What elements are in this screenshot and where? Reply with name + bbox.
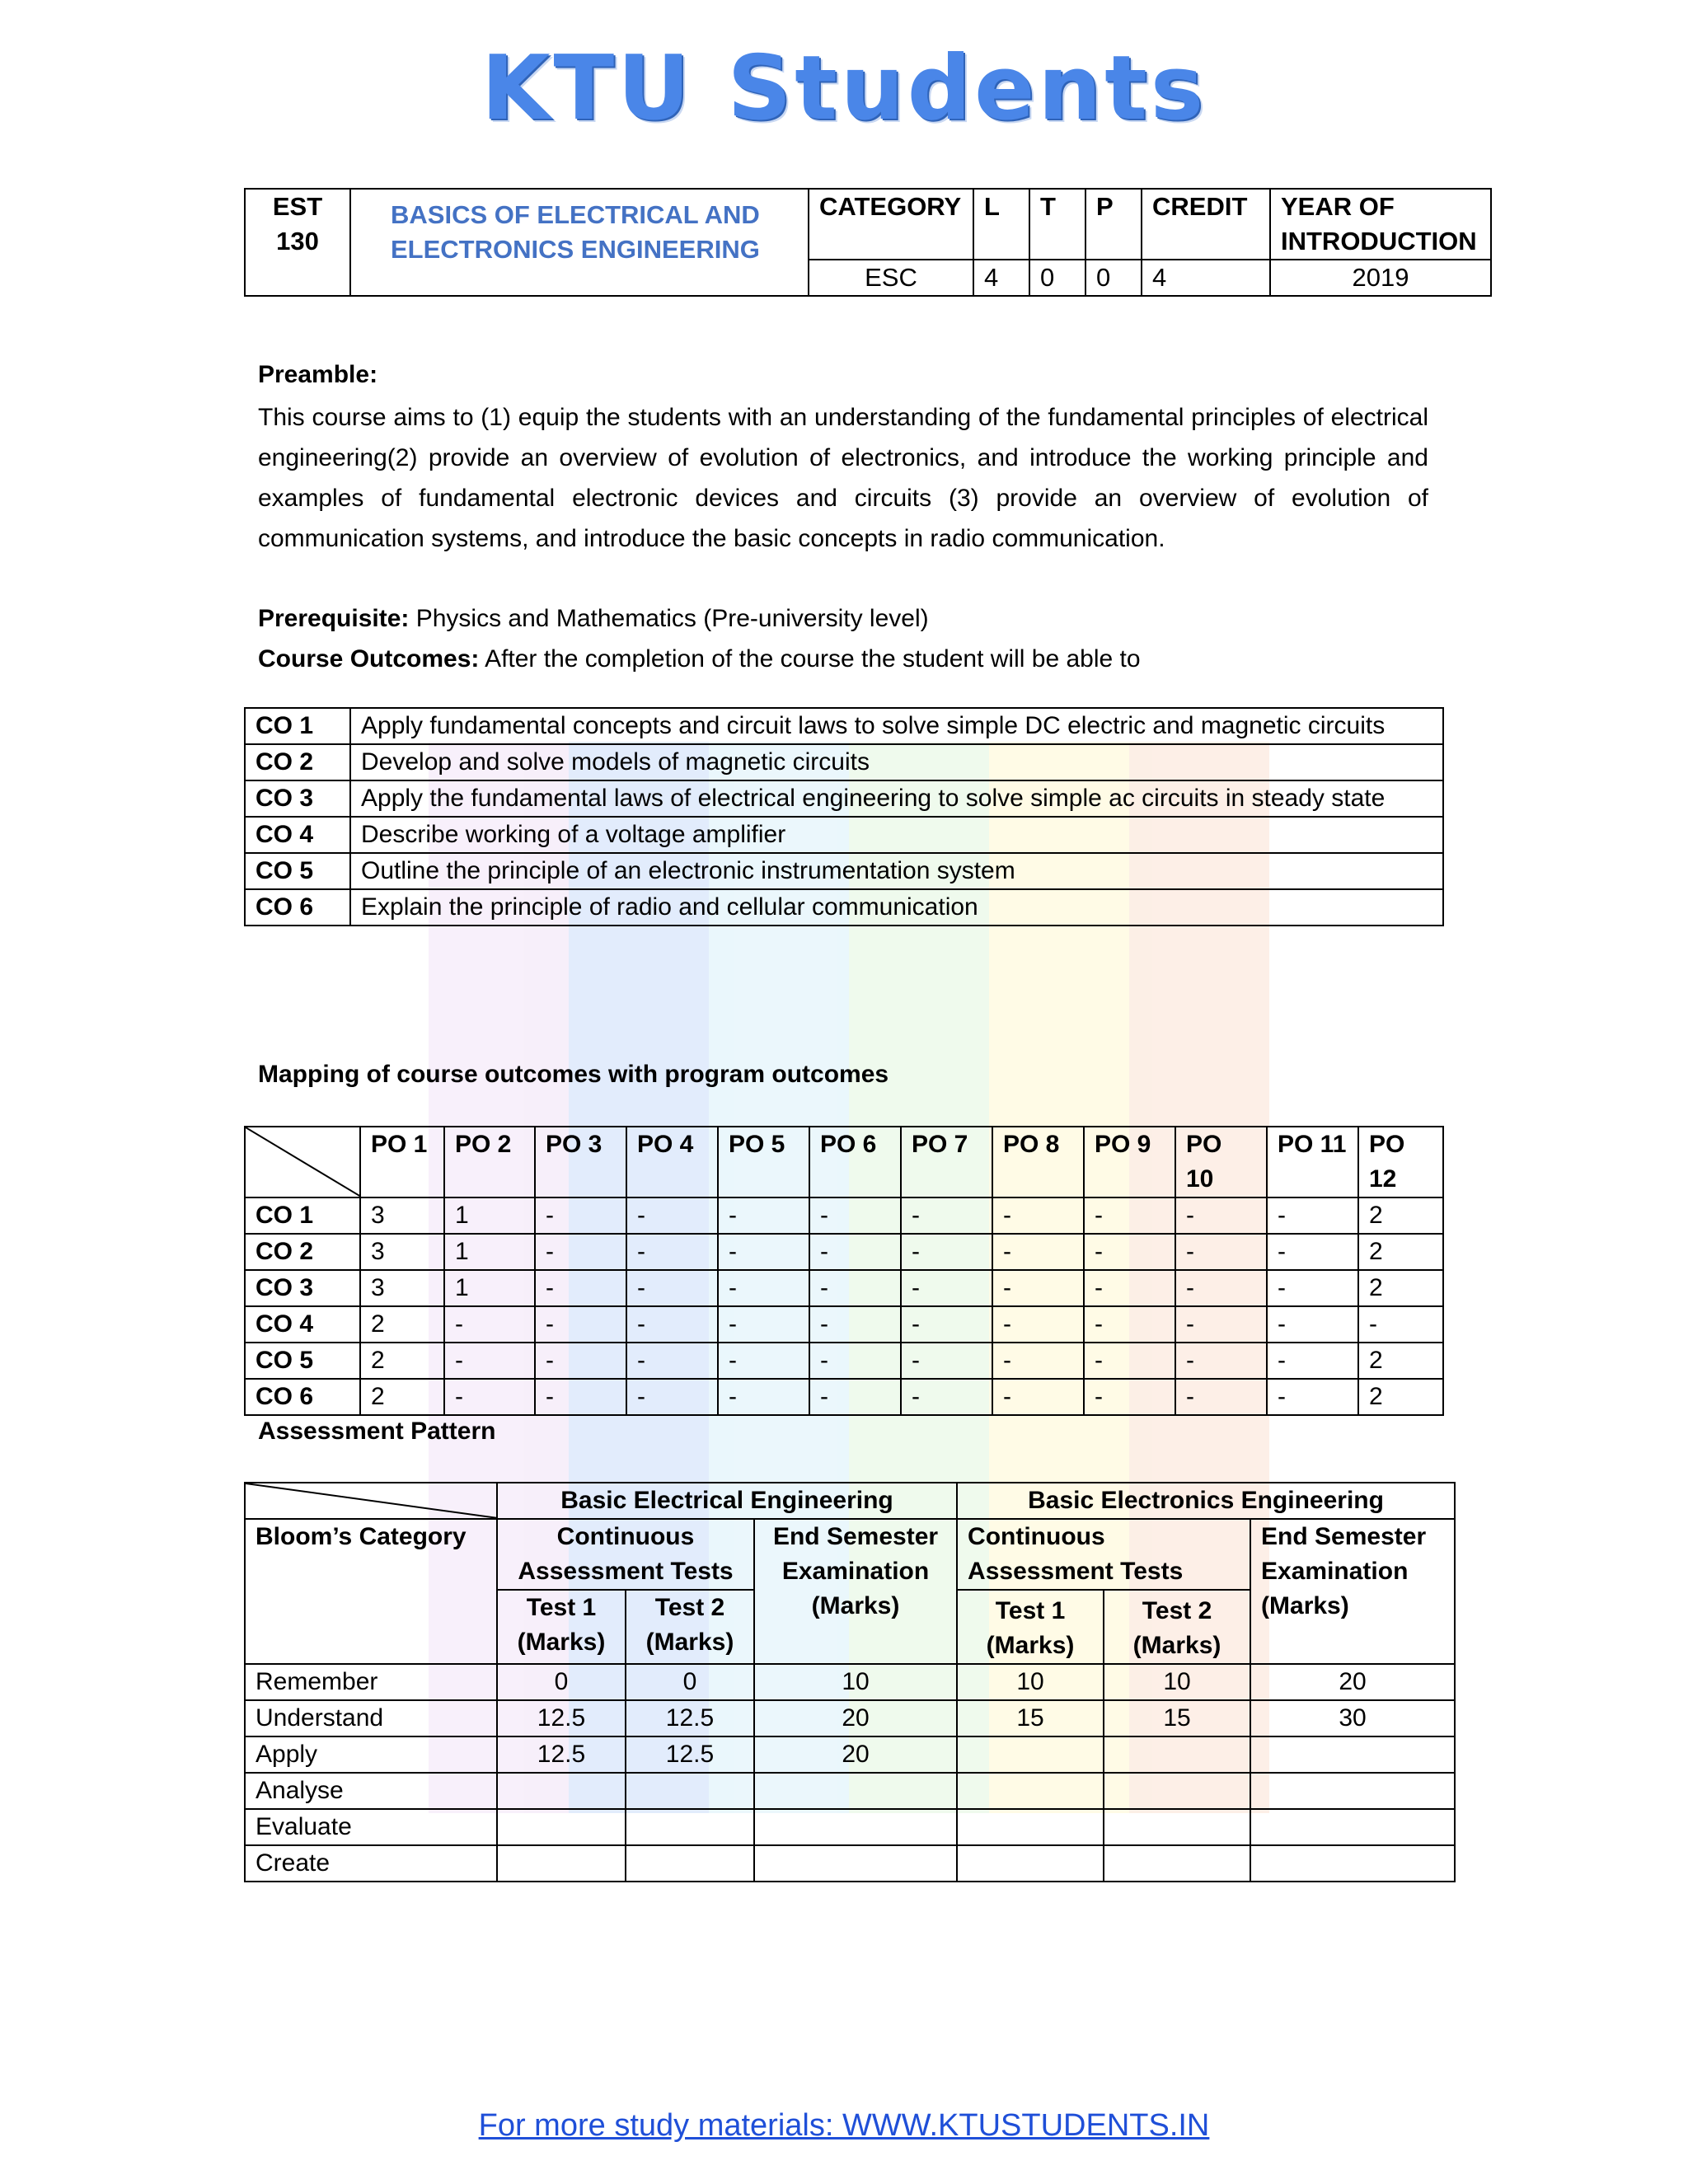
mapping-cell: 2 bbox=[1358, 1197, 1443, 1234]
mapping-cell: - bbox=[1175, 1234, 1267, 1270]
l-value: 4 bbox=[973, 260, 1029, 296]
course-outcome-id: CO 5 bbox=[245, 853, 350, 889]
electrical-cat-header: Continuous Assessment Tests bbox=[497, 1519, 754, 1590]
assessment-cell: 0 bbox=[497, 1664, 626, 1700]
assessment-cell bbox=[497, 1773, 626, 1809]
mapping-cell: - bbox=[1267, 1379, 1358, 1415]
blooms-category-header: Bloom’s Category bbox=[245, 1519, 497, 1664]
assessment-cell bbox=[626, 1773, 754, 1809]
prerequisite-text: Physics and Mathematics (Pre-university level) bbox=[409, 605, 929, 632]
mapping-cell: - bbox=[901, 1379, 992, 1415]
mapping-cell: - bbox=[535, 1197, 626, 1234]
po-column-header: PO 11 bbox=[1267, 1127, 1358, 1197]
mapping-heading: Mapping of course outcomes with program outcomes bbox=[258, 1061, 889, 1088]
assessment-cell: 20 bbox=[754, 1700, 957, 1736]
po-column-header: PO 12 bbox=[1358, 1127, 1443, 1197]
mapping-row bbox=[245, 1197, 1443, 1234]
credit-value: 4 bbox=[1142, 260, 1270, 296]
mapping-cell: - bbox=[809, 1197, 901, 1234]
assessment-cell bbox=[754, 1773, 957, 1809]
assessment-row bbox=[245, 1809, 1455, 1845]
electrical-group-header: Basic Electrical Engineering bbox=[497, 1483, 957, 1519]
mapping-cell: 3 bbox=[360, 1197, 444, 1234]
course-outcome-row bbox=[245, 889, 1443, 926]
assessment-cell: 12.5 bbox=[497, 1736, 626, 1773]
assessment-cell bbox=[497, 1845, 626, 1882]
l-header: L bbox=[973, 189, 1029, 260]
blooms-category-label: Apply bbox=[245, 1736, 497, 1773]
mapping-row bbox=[245, 1306, 1443, 1343]
course-outcome-row bbox=[245, 817, 1443, 853]
assessment-cell: 20 bbox=[1250, 1664, 1455, 1700]
assessment-cell bbox=[1104, 1773, 1250, 1809]
mapping-cell: - bbox=[809, 1306, 901, 1343]
course-outcome-id: CO 4 bbox=[245, 817, 350, 853]
course-outcomes-intro-text: After the completion of the course the student will be able to bbox=[479, 645, 1141, 673]
assessment-cell: 12.5 bbox=[626, 1736, 754, 1773]
mapping-cell: - bbox=[901, 1343, 992, 1379]
footer-link[interactable]: For more study materials: WWW.KTUSTUDENTS.IN bbox=[478, 2108, 1210, 2143]
assessment-cell bbox=[1250, 1773, 1455, 1809]
course-outcome-id: CO 1 bbox=[245, 708, 350, 744]
course-code: EST 130 bbox=[245, 189, 350, 296]
mapping-cell: - bbox=[535, 1234, 626, 1270]
mapping-cell: - bbox=[809, 1379, 901, 1415]
assessment-cell bbox=[957, 1809, 1104, 1845]
mapping-cell: 2 bbox=[360, 1343, 444, 1379]
mapping-cell: - bbox=[1267, 1234, 1358, 1270]
p-value: 0 bbox=[1085, 260, 1142, 296]
mapping-co-label: CO 1 bbox=[245, 1197, 360, 1234]
mapping-cell: - bbox=[1084, 1343, 1175, 1379]
assessment-cell: 10 bbox=[1104, 1664, 1250, 1700]
assessment-cell: 15 bbox=[957, 1700, 1104, 1736]
course-outcome-id: CO 6 bbox=[245, 889, 350, 926]
mapping-cell: - bbox=[718, 1270, 809, 1306]
assessment-cell: 12.5 bbox=[626, 1700, 754, 1736]
diagonal-line bbox=[246, 1127, 361, 1197]
mapping-co-label: CO 4 bbox=[245, 1306, 360, 1343]
po-column-header: PO 7 bbox=[901, 1127, 992, 1197]
mapping-cell: - bbox=[1267, 1306, 1358, 1343]
category-value: ESC bbox=[809, 260, 973, 296]
assessment-cell bbox=[1104, 1809, 1250, 1845]
assessment-cell bbox=[957, 1736, 1104, 1773]
mapping-cell: 2 bbox=[1358, 1234, 1443, 1270]
mapping-cell: 1 bbox=[444, 1270, 535, 1306]
course-outcomes-intro bbox=[258, 639, 1428, 679]
mapping-cell: - bbox=[444, 1306, 535, 1343]
mapping-cell: - bbox=[444, 1379, 535, 1415]
electrical-end-sem-header: End Semester Examination (Marks) bbox=[754, 1519, 957, 1664]
mapping-row bbox=[245, 1379, 1443, 1415]
mapping-row bbox=[245, 1270, 1443, 1306]
course-outcome-text: Outline the principle of an electronic instrumentation system bbox=[350, 853, 1443, 889]
assessment-cell bbox=[1250, 1736, 1455, 1773]
mapping-cell: - bbox=[809, 1234, 901, 1270]
assessment-pattern-table bbox=[244, 1482, 1456, 1882]
mapping-cell: - bbox=[535, 1343, 626, 1379]
mapping-cell: - bbox=[626, 1270, 718, 1306]
course-title: BASICS OF ELECTRICAL AND ELECTRONICS ENGINEERING bbox=[350, 189, 809, 296]
mapping-cell: 2 bbox=[360, 1379, 444, 1415]
mapping-cell: 2 bbox=[1358, 1379, 1443, 1415]
mapping-cell: - bbox=[1267, 1197, 1358, 1234]
assessment-row bbox=[245, 1845, 1455, 1882]
mapping-cell: - bbox=[535, 1270, 626, 1306]
electronics-test2-header: Test 2 (Marks) bbox=[1104, 1590, 1250, 1664]
assessment-cell: 15 bbox=[1104, 1700, 1250, 1736]
mapping-row bbox=[245, 1343, 1443, 1379]
assessment-corner-cell bbox=[245, 1483, 497, 1519]
mapping-cell: - bbox=[626, 1306, 718, 1343]
assessment-cell bbox=[497, 1809, 626, 1845]
mapping-cell: - bbox=[626, 1197, 718, 1234]
mapping-cell: - bbox=[1175, 1270, 1267, 1306]
preamble-heading: Preamble: bbox=[258, 361, 378, 388]
mapping-cell: - bbox=[626, 1343, 718, 1379]
mapping-cell: - bbox=[901, 1306, 992, 1343]
assessment-cell: 10 bbox=[957, 1664, 1104, 1700]
assessment-cell bbox=[754, 1809, 957, 1845]
prerequisite bbox=[258, 598, 1428, 639]
po-column-header: PO 2 bbox=[444, 1127, 535, 1197]
mapping-cell: - bbox=[992, 1270, 1084, 1306]
preamble-text: This course aims to (1) equip the students with an understanding of the fundamental principles of electrical engineering(2) provide an overview of evolution of electronics, and introduce the working principle and examples of fundamental electronic devices and circuits (3) provide an overview of evolution of communication systems, and introduce the basic concepts in radio communication. bbox=[258, 404, 1428, 552]
blooms-category-label: Create bbox=[245, 1845, 497, 1882]
mapping-cell: - bbox=[901, 1197, 992, 1234]
mapping-cell: - bbox=[1084, 1270, 1175, 1306]
assessment-row bbox=[245, 1773, 1455, 1809]
electronics-cat-header: Continuous Assessment Tests bbox=[957, 1519, 1250, 1590]
mapping-cell: - bbox=[444, 1343, 535, 1379]
assessment-cell bbox=[1250, 1809, 1455, 1845]
blooms-category-label: Understand bbox=[245, 1700, 497, 1736]
electronics-group-header: Basic Electronics Engineering bbox=[957, 1483, 1455, 1519]
assessment-row bbox=[245, 1736, 1455, 1773]
mapping-cell: 2 bbox=[360, 1306, 444, 1343]
credit-header: CREDIT bbox=[1142, 189, 1270, 260]
course-outcomes-table bbox=[244, 707, 1444, 926]
course-outcome-row bbox=[245, 853, 1443, 889]
blooms-category-label: Analyse bbox=[245, 1773, 497, 1809]
mapping-cell: - bbox=[809, 1343, 901, 1379]
course-outcome-id: CO 3 bbox=[245, 780, 350, 817]
assessment-cell bbox=[626, 1845, 754, 1882]
mapping-cell: - bbox=[809, 1270, 901, 1306]
mapping-cell: - bbox=[718, 1234, 809, 1270]
course-outcome-text: Apply the fundamental laws of electrical engineering to solve simple ac circuits in steady state bbox=[350, 780, 1443, 817]
po-column-header: PO 9 bbox=[1084, 1127, 1175, 1197]
assessment-cell bbox=[957, 1845, 1104, 1882]
mapping-row bbox=[245, 1234, 1443, 1270]
mapping-cell: - bbox=[718, 1379, 809, 1415]
electrical-test1-header: Test 1 (Marks) bbox=[497, 1590, 626, 1664]
year-header: YEAR OF INTRODUCTION bbox=[1270, 189, 1491, 260]
electrical-test2-header: Test 2 (Marks) bbox=[626, 1590, 754, 1664]
category-header: CATEGORY bbox=[809, 189, 973, 260]
mapping-cell: - bbox=[1175, 1379, 1267, 1415]
mapping-cell: - bbox=[535, 1306, 626, 1343]
po-column-header: PO 8 bbox=[992, 1127, 1084, 1197]
assessment-cell bbox=[1104, 1736, 1250, 1773]
mapping-cell: - bbox=[901, 1270, 992, 1306]
electronics-end-sem-header: End Semester Examination (Marks) bbox=[1250, 1519, 1455, 1664]
mapping-cell: - bbox=[718, 1343, 809, 1379]
mapping-cell: - bbox=[1175, 1306, 1267, 1343]
mapping-cell: - bbox=[1084, 1306, 1175, 1343]
course-outcome-row bbox=[245, 744, 1443, 780]
mapping-cell: - bbox=[1175, 1197, 1267, 1234]
assessment-cell bbox=[957, 1773, 1104, 1809]
course-outcome-row bbox=[245, 708, 1443, 744]
mapping-cell: - bbox=[992, 1379, 1084, 1415]
course-outcome-text: Explain the principle of radio and cellular communication bbox=[350, 889, 1443, 926]
mapping-cell: - bbox=[992, 1197, 1084, 1234]
course-outcome-text: Describe working of a voltage amplifier bbox=[350, 817, 1443, 853]
assessment-cell: 10 bbox=[754, 1664, 957, 1700]
mapping-cell: - bbox=[535, 1379, 626, 1415]
mapping-cell: 2 bbox=[1358, 1343, 1443, 1379]
po-mapping-table bbox=[244, 1126, 1444, 1416]
mapping-cell: - bbox=[1084, 1197, 1175, 1234]
mapping-co-label: CO 6 bbox=[245, 1379, 360, 1415]
assessment-cell: 0 bbox=[626, 1664, 754, 1700]
assessment-cell bbox=[626, 1809, 754, 1845]
diagonal-line bbox=[246, 1483, 498, 1518]
po-column-header: PO 10 bbox=[1175, 1127, 1267, 1197]
mapping-co-label: CO 3 bbox=[245, 1270, 360, 1306]
course-outcome-text: Develop and solve models of magnetic circuits bbox=[350, 744, 1443, 780]
electronics-test1-header: Test 1 (Marks) bbox=[957, 1590, 1104, 1664]
mapping-co-label: CO 5 bbox=[245, 1343, 360, 1379]
course-outcome-text: Apply fundamental concepts and circuit laws to solve simple DC electric and magnetic circuits bbox=[350, 708, 1443, 744]
mapping-cell: - bbox=[718, 1306, 809, 1343]
t-value: 0 bbox=[1029, 260, 1085, 296]
assessment-cell: 30 bbox=[1250, 1700, 1455, 1736]
t-header: T bbox=[1029, 189, 1085, 260]
course-header-table bbox=[244, 188, 1492, 297]
assessment-cell bbox=[754, 1845, 957, 1882]
assessment-row bbox=[245, 1700, 1455, 1736]
year-value: 2019 bbox=[1270, 260, 1491, 296]
assessment-heading: Assessment Pattern bbox=[258, 1418, 496, 1445]
mapping-cell: 3 bbox=[360, 1270, 444, 1306]
assessment-cell: 12.5 bbox=[497, 1700, 626, 1736]
mapping-cell: - bbox=[1358, 1306, 1443, 1343]
po-column-header: PO 1 bbox=[360, 1127, 444, 1197]
mapping-cell: - bbox=[1084, 1379, 1175, 1415]
mapping-cell: - bbox=[1267, 1270, 1358, 1306]
mapping-cell: 2 bbox=[1358, 1270, 1443, 1306]
mapping-cell: 3 bbox=[360, 1234, 444, 1270]
ktu-students-logo: KTU Students bbox=[481, 37, 1207, 140]
course-outcome-row bbox=[245, 780, 1443, 817]
mapping-cell: - bbox=[992, 1343, 1084, 1379]
mapping-cell: - bbox=[626, 1379, 718, 1415]
assessment-row bbox=[245, 1664, 1455, 1700]
p-header: P bbox=[1085, 189, 1142, 260]
course-outcomes-label: Course Outcomes: bbox=[258, 645, 480, 673]
prerequisite-label: Prerequisite: bbox=[258, 605, 410, 632]
po-column-header: PO 3 bbox=[535, 1127, 626, 1197]
assessment-cell bbox=[1104, 1845, 1250, 1882]
mapping-cell: - bbox=[718, 1197, 809, 1234]
mapping-cell: - bbox=[1084, 1234, 1175, 1270]
mapping-cell: - bbox=[626, 1234, 718, 1270]
mapping-cell: 1 bbox=[444, 1197, 535, 1234]
mapping-cell: 1 bbox=[444, 1234, 535, 1270]
mapping-cell: - bbox=[992, 1306, 1084, 1343]
blooms-category-label: Evaluate bbox=[245, 1809, 497, 1845]
blooms-category-label: Remember bbox=[245, 1664, 497, 1700]
mapping-corner-cell bbox=[245, 1127, 360, 1197]
course-outcome-id: CO 2 bbox=[245, 744, 350, 780]
mapping-co-label: CO 2 bbox=[245, 1234, 360, 1270]
po-column-header: PO 4 bbox=[626, 1127, 718, 1197]
po-column-header: PO 5 bbox=[718, 1127, 809, 1197]
mapping-cell: - bbox=[1267, 1343, 1358, 1379]
mapping-cell: - bbox=[992, 1234, 1084, 1270]
assessment-cell bbox=[1250, 1845, 1455, 1882]
mapping-cell: - bbox=[901, 1234, 992, 1270]
mapping-cell: - bbox=[1175, 1343, 1267, 1379]
assessment-cell: 20 bbox=[754, 1736, 957, 1773]
po-column-header: PO 6 bbox=[809, 1127, 901, 1197]
